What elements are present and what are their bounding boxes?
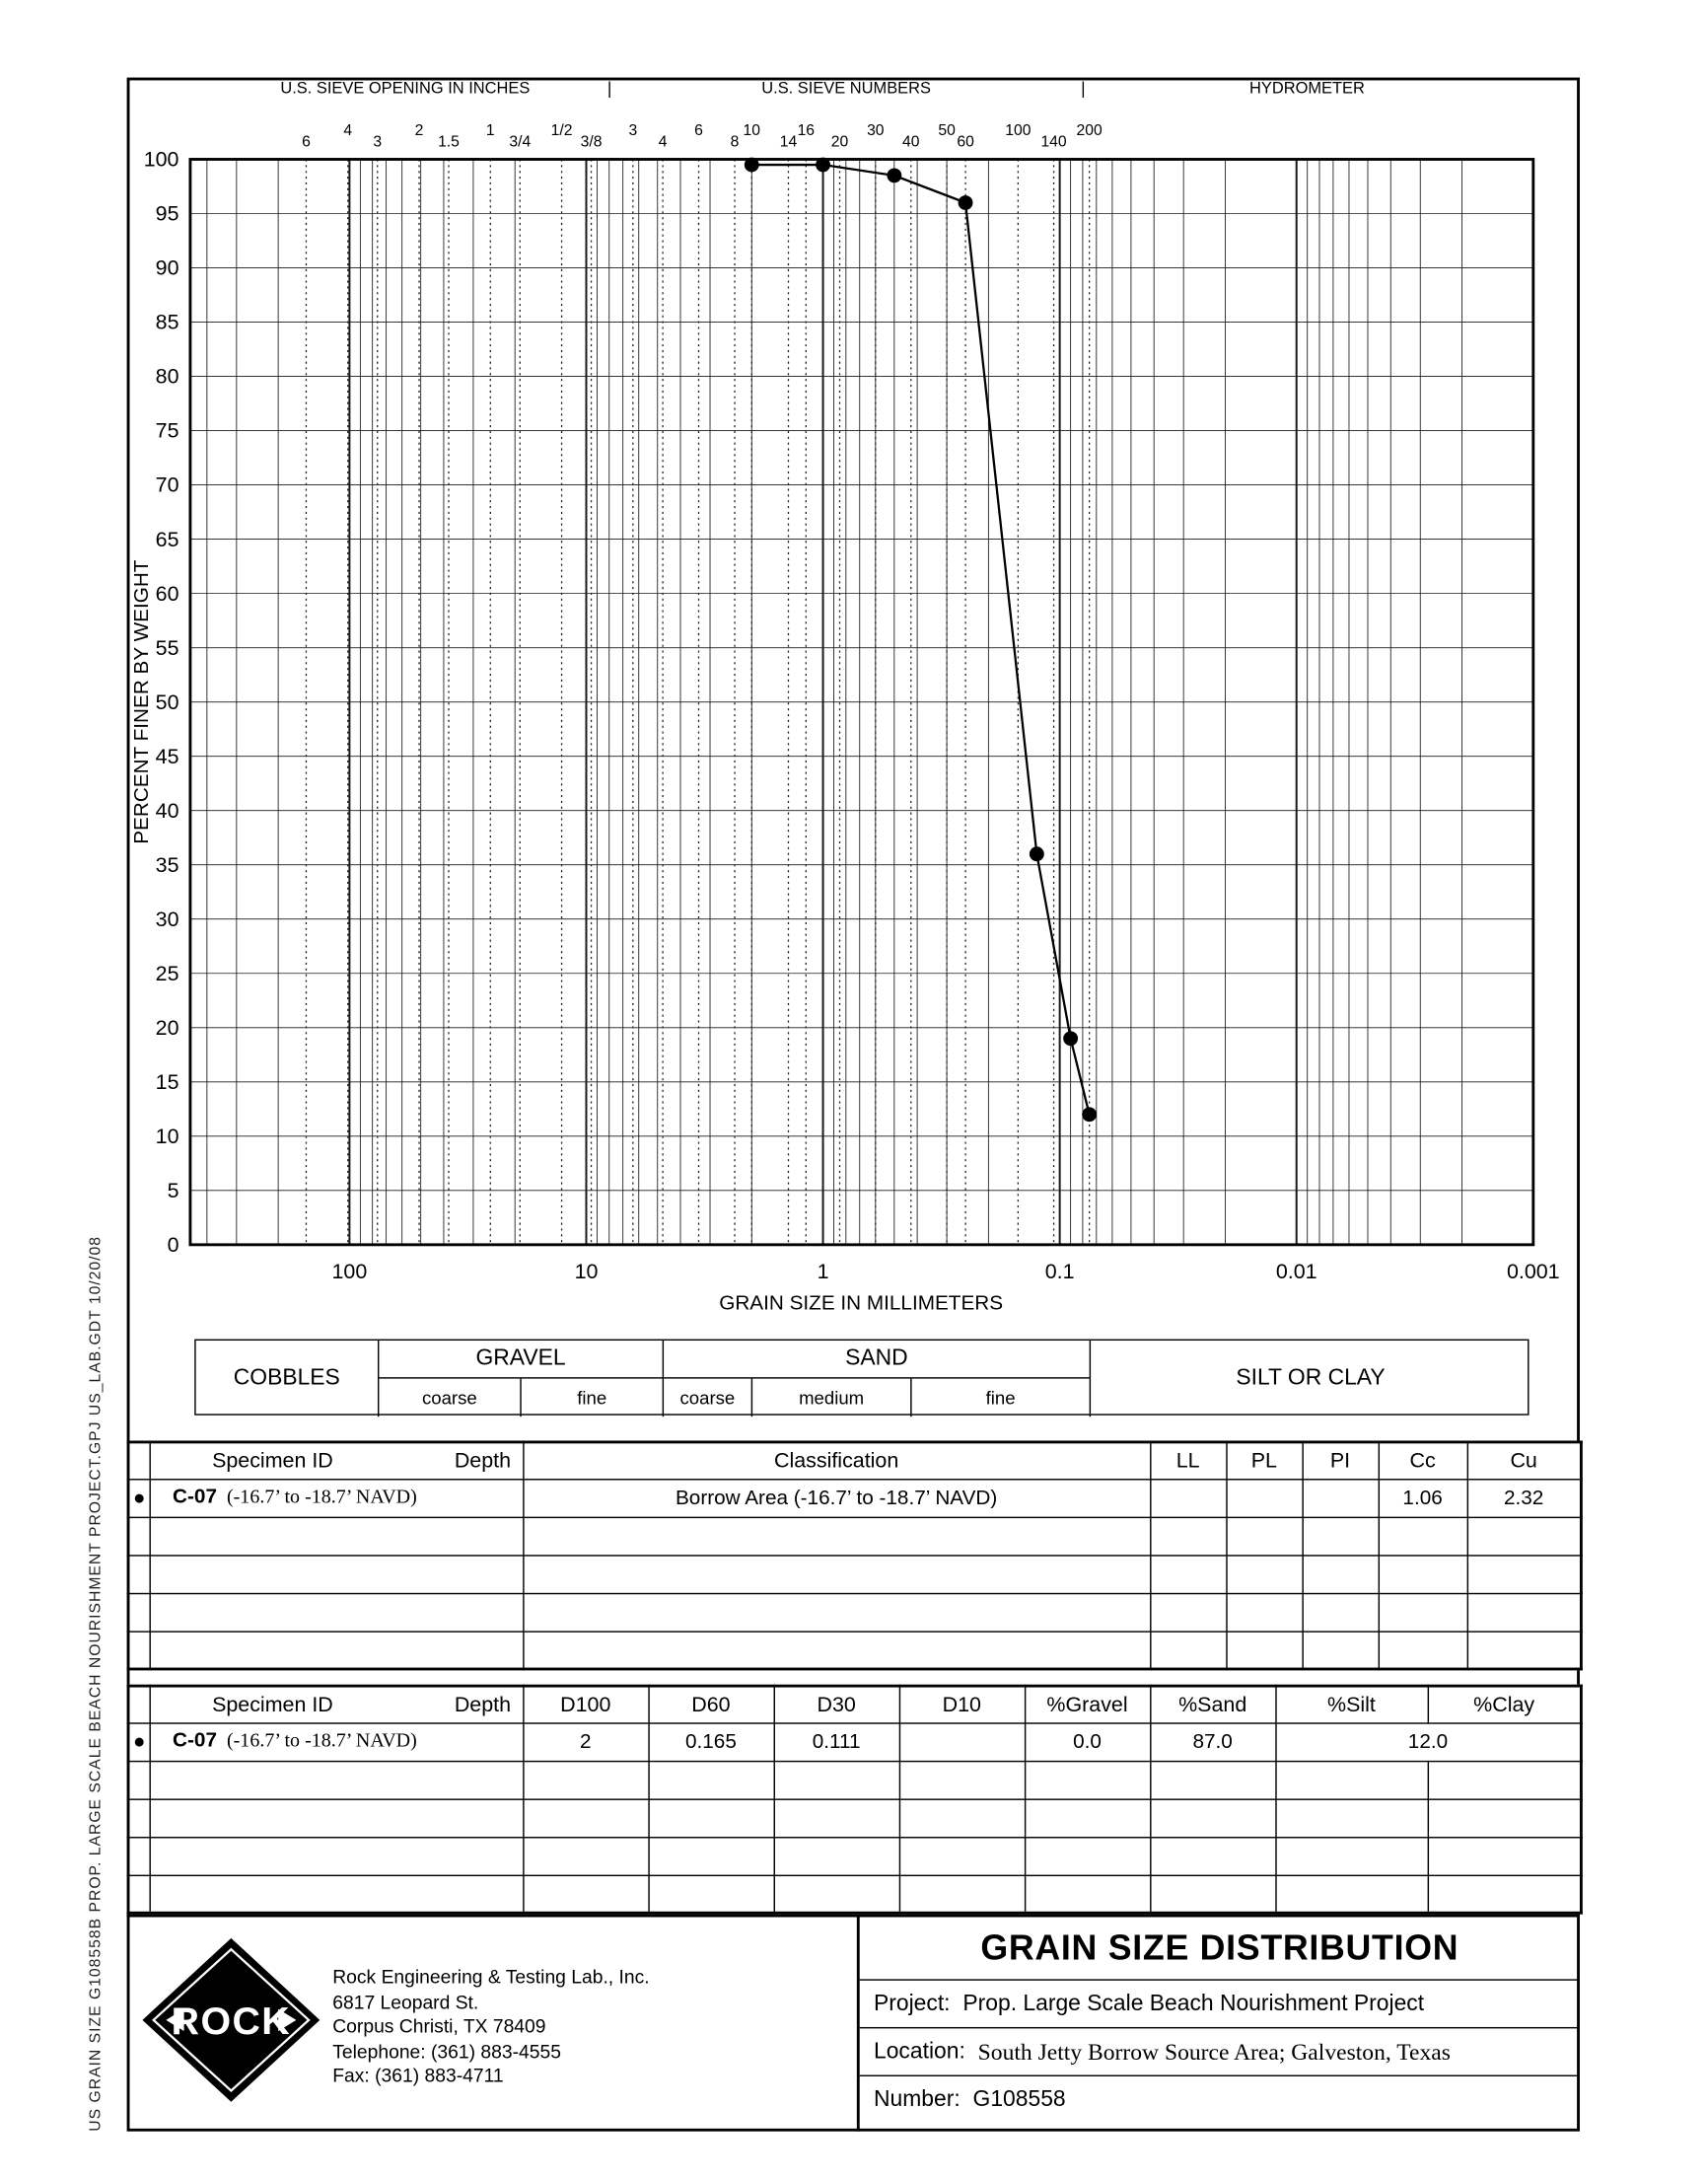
axis-tick-labels xyxy=(144,148,1560,1284)
report-title: GRAIN SIZE DISTRIBUTION xyxy=(860,1917,1580,1980)
cobbles-cell: COBBLES xyxy=(196,1341,380,1417)
svg-text:75: 75 xyxy=(155,418,179,443)
svg-text:15: 15 xyxy=(155,1069,179,1094)
pi-header: PI xyxy=(1302,1442,1378,1479)
classification-table-header xyxy=(128,1442,1581,1479)
sand-coarse-cell: coarse xyxy=(664,1379,752,1417)
d60-header: D60 xyxy=(648,1686,773,1722)
row-marker: ● xyxy=(128,1722,149,1761)
cc-value: 1.06 xyxy=(1379,1479,1467,1517)
svg-text:0.1: 0.1 xyxy=(1044,1260,1075,1284)
svg-text:10: 10 xyxy=(743,122,761,140)
company-address xyxy=(332,1965,649,2088)
sidebar-filename-text: US GRAIN SIZE G108558B PROP. LARGE SCALE BEACH NOURISHMENT PROJECT.GPJ US_LAB.GDT 10/20/08 xyxy=(87,1235,105,2132)
company-street: 6817 Leopard St. xyxy=(332,1991,479,2012)
row-marker: ● xyxy=(128,1479,149,1517)
svg-text:65: 65 xyxy=(155,527,179,551)
svg-text:60: 60 xyxy=(957,133,974,151)
svg-text:55: 55 xyxy=(155,635,179,660)
pi-value xyxy=(1302,1479,1378,1517)
sand-pct-value: 87.0 xyxy=(1150,1722,1275,1761)
company-fax: Fax: (361) 883-4711 xyxy=(332,2065,504,2086)
company-city: Corpus Christi, TX 78409 xyxy=(332,2015,546,2037)
svg-text:4: 4 xyxy=(343,122,353,140)
empty-row xyxy=(128,1761,1581,1799)
specimen-id-value: C-07 xyxy=(173,1729,217,1753)
gravel-fine-cell: fine xyxy=(522,1379,664,1417)
svg-text:10: 10 xyxy=(155,1124,179,1148)
depth-value: (-16.7’ to -18.7’ NAVD) xyxy=(226,1730,417,1753)
svg-text:45: 45 xyxy=(155,744,179,768)
specimen-id-header: Specimen ID xyxy=(212,1449,333,1474)
data-point xyxy=(745,158,759,173)
svg-text:35: 35 xyxy=(155,852,179,877)
svg-text:80: 80 xyxy=(155,364,179,389)
clay-pct-header: %Clay xyxy=(1428,1686,1582,1722)
svg-text:8: 8 xyxy=(730,133,740,151)
x-axis-title: GRAIN SIZE IN MILLIMETERS xyxy=(719,1292,1004,1316)
sieve-inches-header: U.S. SIEVE OPENING IN INCHES xyxy=(280,80,531,98)
svg-text:0: 0 xyxy=(167,1232,179,1257)
marker-column-header xyxy=(128,1442,149,1479)
svg-text:4: 4 xyxy=(658,133,668,151)
d10-value xyxy=(899,1722,1025,1761)
svg-text:1: 1 xyxy=(817,1260,829,1284)
d10-header: D10 xyxy=(899,1686,1025,1722)
svg-text:95: 95 xyxy=(155,201,179,226)
svg-text:6: 6 xyxy=(694,122,703,140)
location-value: South Jetty Borrow Source Area; Galveston, Texas xyxy=(977,2037,1451,2065)
project-label: Project: xyxy=(874,1991,951,2015)
empty-row xyxy=(128,1555,1581,1593)
number-row xyxy=(860,2076,1580,2132)
gravel-coarse-cell: coarse xyxy=(379,1379,521,1417)
company-phone: Telephone: (361) 883-4555 xyxy=(332,2040,561,2062)
svg-text:5: 5 xyxy=(167,1178,179,1202)
d30-header: D30 xyxy=(774,1686,899,1722)
empty-row xyxy=(128,1517,1581,1556)
specimen-depth-header xyxy=(149,1686,523,1722)
pl-value xyxy=(1226,1479,1302,1517)
svg-text:1/2: 1/2 xyxy=(550,122,573,140)
data-point xyxy=(1030,846,1044,861)
number-value: G108558 xyxy=(972,2087,1066,2112)
depth-value: (-16.7’ to -18.7’ NAVD) xyxy=(226,1487,417,1509)
project-value: Prop. Large Scale Beach Nourishment Project xyxy=(962,1991,1425,2015)
svg-text:20: 20 xyxy=(155,1015,179,1040)
svg-text:20: 20 xyxy=(830,133,849,151)
data-point xyxy=(816,158,830,173)
svg-text:85: 85 xyxy=(155,310,179,334)
ll-value xyxy=(1150,1479,1226,1517)
classification-header: Classification xyxy=(523,1442,1150,1479)
sand-fine-cell: fine xyxy=(912,1379,1091,1417)
sand-medium-cell: medium xyxy=(752,1379,911,1417)
silt-clay-pct-value: 12.0 xyxy=(1275,1722,1581,1761)
svg-text:30: 30 xyxy=(155,907,179,931)
gravel-pct-header: %Gravel xyxy=(1025,1686,1150,1722)
title-block xyxy=(127,1915,1580,2132)
specimen-depth-cell xyxy=(149,1722,523,1761)
gravel-pct-value: 0.0 xyxy=(1025,1722,1150,1761)
data-point xyxy=(887,168,901,182)
svg-text:1.5: 1.5 xyxy=(438,133,460,151)
depth-header: Depth xyxy=(454,1693,512,1717)
cc-header: Cc xyxy=(1379,1442,1467,1479)
svg-text:14: 14 xyxy=(779,133,798,151)
logo-text: ROCK xyxy=(171,1998,292,2043)
project-row xyxy=(860,1981,1580,2029)
svg-text:50: 50 xyxy=(155,690,179,714)
d60-value: 0.165 xyxy=(648,1722,773,1761)
sieve-numbers-header: U.S. SIEVE NUMBERS xyxy=(761,80,931,98)
svg-text:100: 100 xyxy=(331,1260,368,1284)
svg-text:70: 70 xyxy=(155,472,179,497)
svg-text:25: 25 xyxy=(155,961,179,985)
ll-header: LL xyxy=(1150,1442,1226,1479)
sand-pct-header: %Sand xyxy=(1150,1686,1275,1722)
svg-text:3/8: 3/8 xyxy=(580,133,603,151)
svg-text:10: 10 xyxy=(574,1260,599,1284)
marker-column-header xyxy=(128,1686,149,1722)
axis-separator: | xyxy=(1081,79,1086,100)
classification-table xyxy=(127,1440,1583,1670)
silt-pct-header: %Silt xyxy=(1275,1686,1427,1722)
pl-header: PL xyxy=(1226,1442,1302,1479)
d30-value: 0.111 xyxy=(774,1722,899,1761)
number-label: Number: xyxy=(874,2087,961,2112)
svg-text:100: 100 xyxy=(1005,122,1032,140)
svg-text:2: 2 xyxy=(414,122,424,140)
specimen-id-header: Specimen ID xyxy=(212,1693,333,1717)
location-label: Location: xyxy=(874,2039,965,2064)
svg-text:60: 60 xyxy=(155,581,179,606)
location-row xyxy=(860,2028,1580,2076)
d100-header: D100 xyxy=(523,1686,648,1722)
empty-row xyxy=(128,1631,1581,1669)
silt-or-clay-cell: SILT OR CLAY xyxy=(1236,1365,1386,1391)
depth-header: Depth xyxy=(454,1449,512,1474)
svg-text:200: 200 xyxy=(1076,122,1103,140)
d100-value: 2 xyxy=(523,1722,648,1761)
empty-row xyxy=(128,1875,1581,1914)
svg-text:3/4: 3/4 xyxy=(509,133,532,151)
svg-text:16: 16 xyxy=(797,122,816,140)
specimen-row xyxy=(128,1479,1581,1517)
gradation-table xyxy=(127,1685,1583,1915)
specimen-id-value: C-07 xyxy=(173,1486,217,1509)
gradation-table-header xyxy=(128,1686,1581,1722)
company-block xyxy=(127,1917,857,2131)
svg-text:30: 30 xyxy=(867,122,885,140)
data-point xyxy=(959,195,973,210)
svg-text:1: 1 xyxy=(485,122,495,140)
axis-separator: | xyxy=(606,79,612,100)
sand-cell: SAND xyxy=(664,1341,1091,1379)
svg-text:3: 3 xyxy=(373,133,383,151)
specimen-depth-header xyxy=(149,1442,523,1479)
soil-classification-bar xyxy=(194,1340,1529,1416)
empty-row xyxy=(128,1798,1581,1837)
svg-text:100: 100 xyxy=(143,147,179,172)
company-name: Rock Engineering & Testing Lab., Inc. xyxy=(332,1966,650,1988)
y-axis-title: PERCENT FINER BY WEIGHT xyxy=(130,559,154,844)
report-title-block xyxy=(857,1917,1580,2131)
specimen-row xyxy=(128,1722,1581,1761)
cu-value: 2.32 xyxy=(1467,1479,1582,1517)
data-point xyxy=(1082,1107,1097,1122)
empty-row xyxy=(128,1837,1581,1875)
svg-text:40: 40 xyxy=(155,798,179,823)
svg-text:6: 6 xyxy=(302,133,311,151)
data-point xyxy=(1063,1031,1078,1046)
cu-header: Cu xyxy=(1467,1442,1582,1479)
classification-value: Borrow Area (-16.7’ to -18.7’ NAVD) xyxy=(523,1479,1150,1517)
svg-text:90: 90 xyxy=(155,255,179,280)
rock-logo xyxy=(141,1937,321,2104)
svg-text:40: 40 xyxy=(902,133,920,151)
svg-text:140: 140 xyxy=(1040,133,1067,151)
sieve-size-labels xyxy=(302,122,1103,150)
specimen-depth-cell xyxy=(149,1479,523,1517)
chart-gridlines xyxy=(190,159,1533,1244)
hydrometer-header: HYDROMETER xyxy=(1249,80,1365,98)
empty-row xyxy=(128,1593,1581,1632)
svg-text:3: 3 xyxy=(628,122,638,140)
svg-text:50: 50 xyxy=(938,122,956,140)
gravel-cell: GRAVEL xyxy=(379,1341,664,1379)
svg-text:0.001: 0.001 xyxy=(1506,1260,1560,1284)
gradation-curve xyxy=(745,158,1097,1123)
svg-text:0.01: 0.01 xyxy=(1275,1260,1317,1284)
